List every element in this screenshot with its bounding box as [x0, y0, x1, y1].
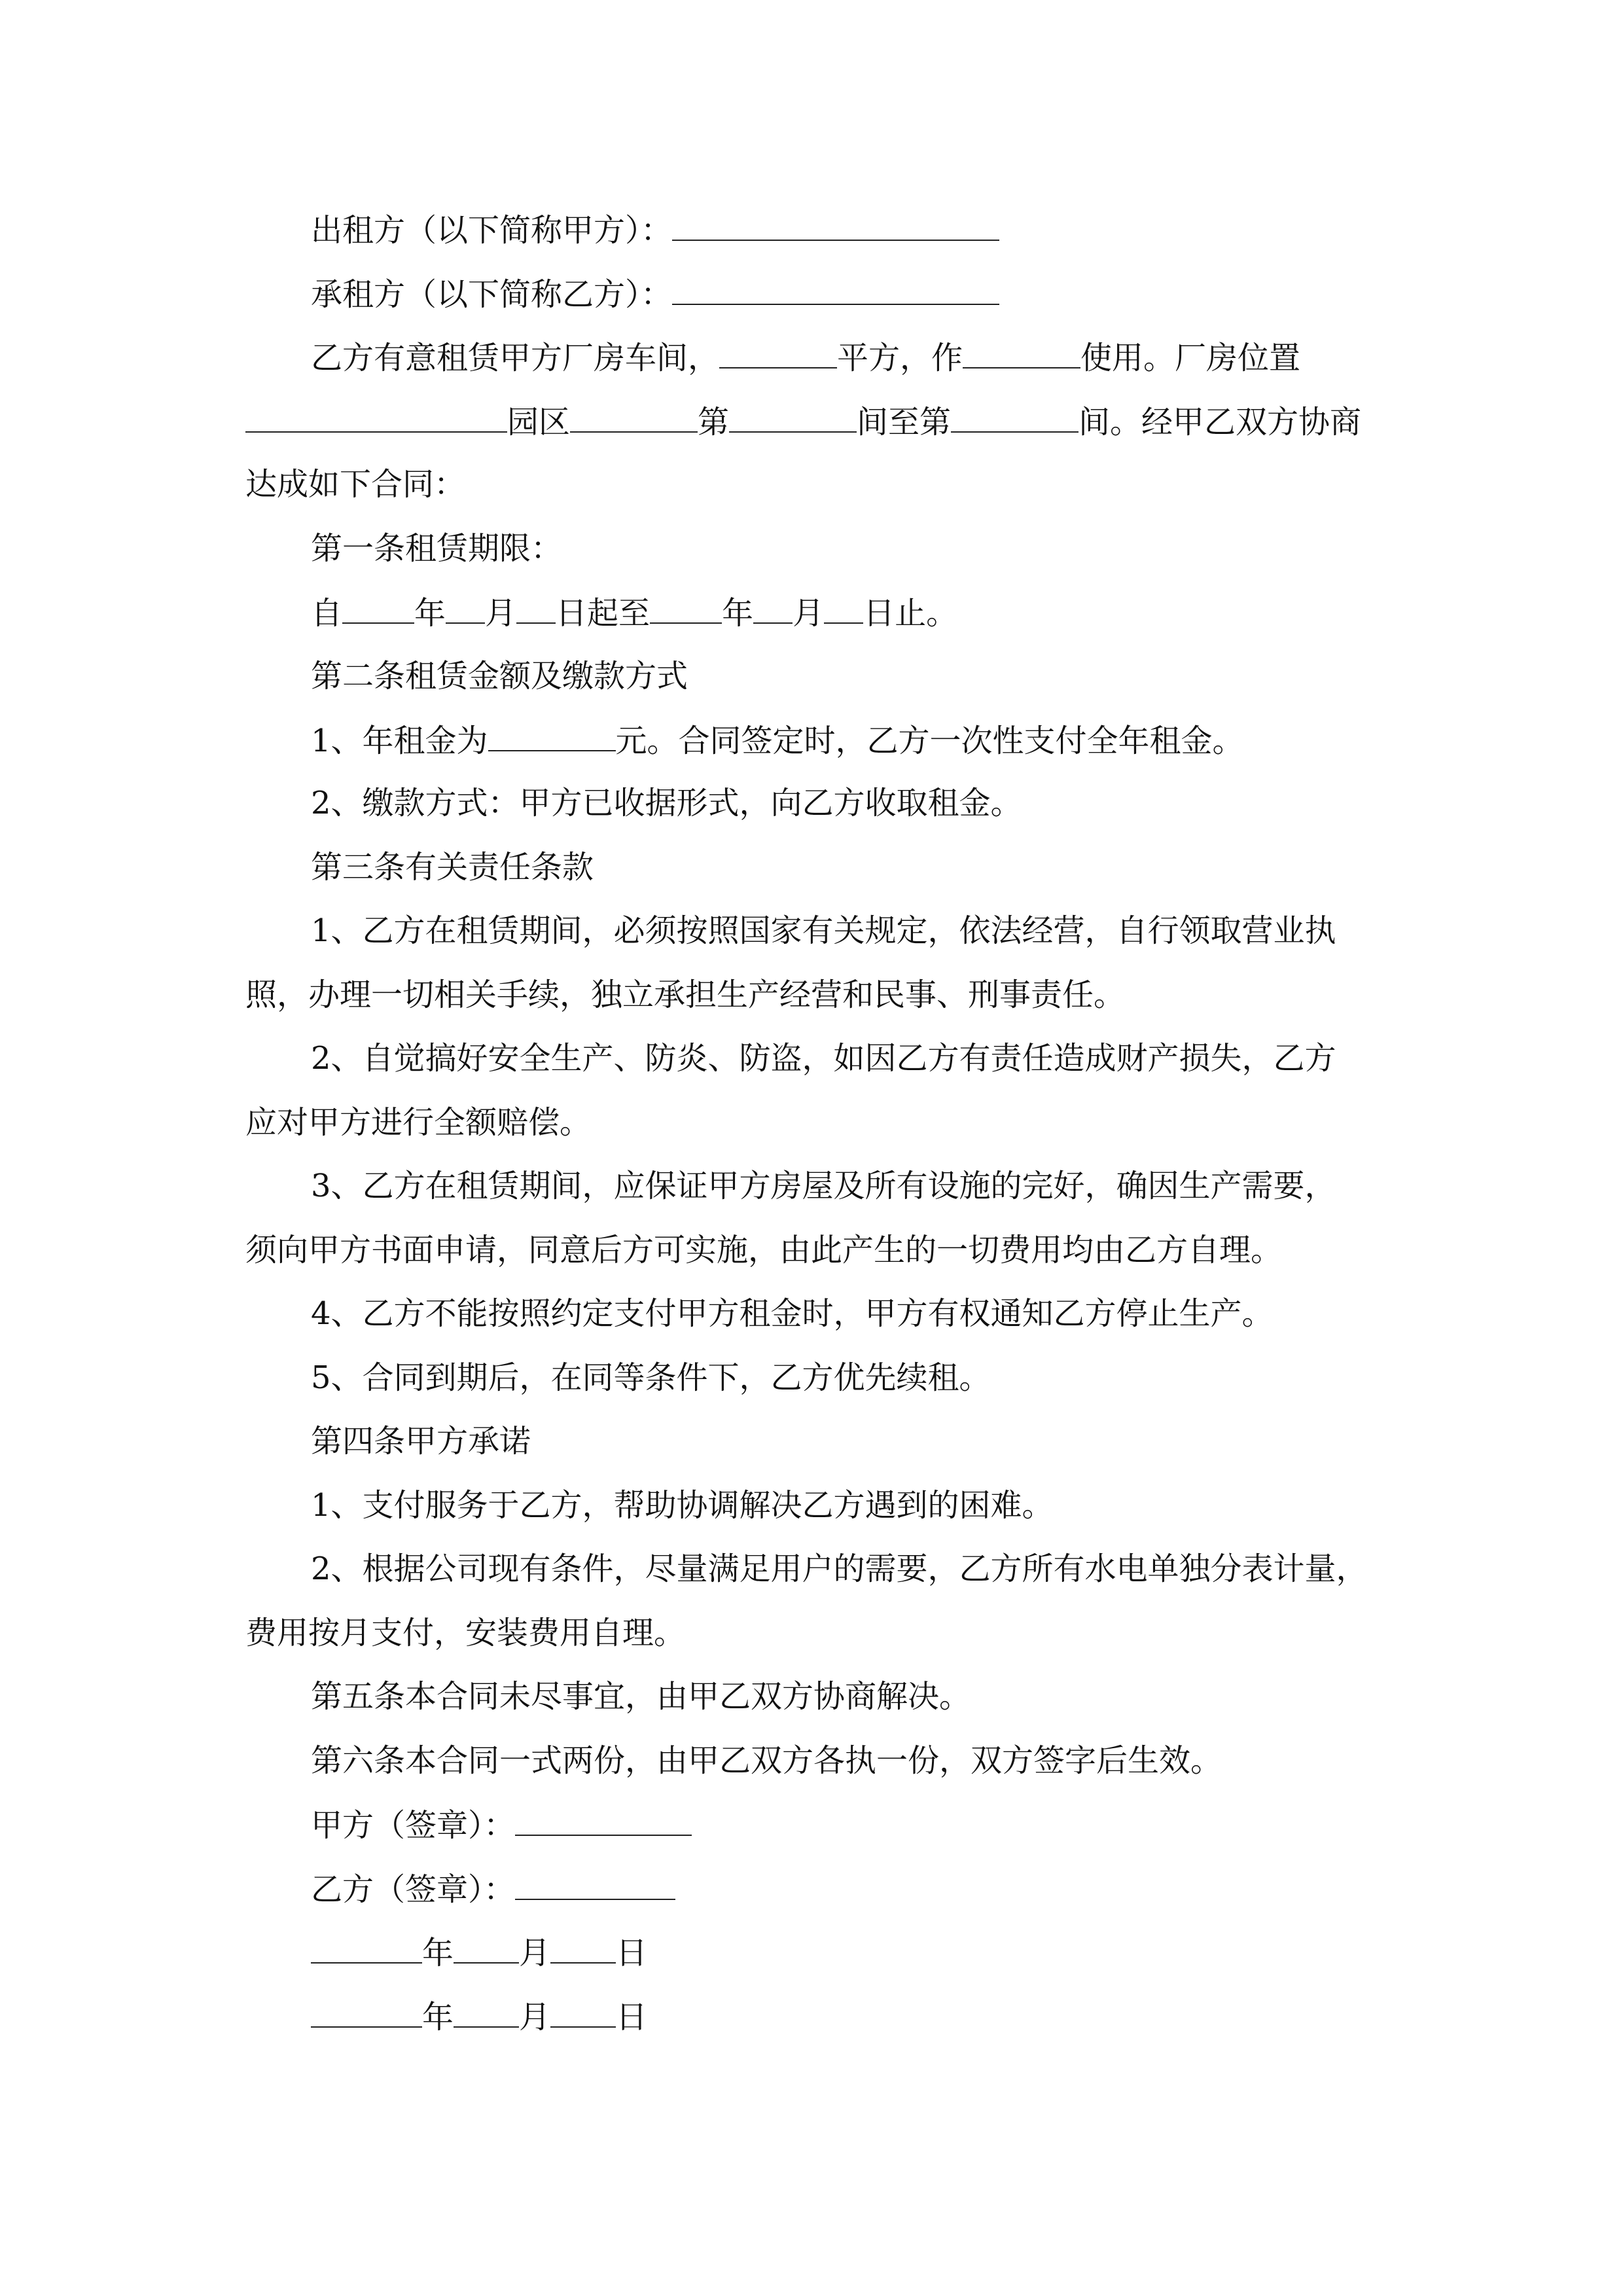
article4-item2-cont: 费用按月支付，安装费用自理。 — [245, 1615, 686, 1651]
end-month-text: 月 — [793, 595, 825, 632]
article3-item5-text: 5、合同到期后，在同等条件下，乙方优先续租。 — [311, 1359, 991, 1396]
period-from-text: 自 — [311, 595, 343, 632]
end-year-blank — [650, 592, 722, 624]
article3-item3-line2 — [245, 1230, 1282, 1270]
intro-line-1 — [311, 337, 1300, 376]
rent-label: 1、年租金为 — [311, 723, 488, 759]
article3-item1-cont: 照，办理一切相关手续，独立承担生产经营和民事、刑事责任。 — [245, 977, 1126, 1013]
party-b-signature-blank — [515, 1869, 675, 1900]
intro-line-3 — [245, 465, 465, 504]
use-blank — [963, 337, 1080, 368]
article4-item2-line1 — [311, 1549, 1368, 1588]
to-no-text: 间至第 — [857, 404, 952, 440]
month-text: 月 — [485, 595, 517, 632]
article3-item3-cont: 须向甲方书面申请，同意后方可实施，由此产生的一切费用均由乙方自理。 — [245, 1232, 1283, 1268]
day-from-text: 日起至 — [556, 595, 651, 632]
location-blank — [245, 401, 507, 433]
rent-text: 元。合同签定时，乙方一次性支付全年租金。 — [615, 723, 1244, 759]
article2-item1 — [311, 720, 1244, 759]
date-a-month-blank — [454, 1932, 519, 1964]
article3-item1-line1 — [311, 911, 1336, 950]
article3-item3-text: 3、乙方在租赁期间，应保证甲方房屋及所有设施的完好，确因生产需要， — [311, 1168, 1336, 1204]
article6 — [311, 1741, 1222, 1780]
intro-unit-text: 平方，作 — [837, 340, 963, 376]
party-b-signature-label: 乙方（签章）： — [311, 1871, 516, 1908]
article3-item2-cont: 应对甲方进行全额赔偿。 — [245, 1104, 592, 1141]
end-month-blank — [753, 592, 793, 624]
year-text: 年 — [414, 595, 446, 632]
article3-item4 — [311, 1294, 1274, 1333]
article2-title — [311, 656, 688, 696]
article2-item2 — [311, 783, 1022, 823]
to-unit-blank — [951, 401, 1079, 433]
lessor-name-blank — [672, 209, 999, 241]
intro-end-text: 间。经甲乙双方协商 — [1079, 404, 1362, 440]
end-day-blank — [824, 592, 863, 624]
date-line-b — [311, 1996, 647, 2036]
article3-item1-line2 — [245, 975, 1125, 1014]
intro-line3-text: 达成如下合同： — [245, 466, 466, 503]
article3-item4-text: 4、乙方不能按照约定支付甲方租金时，甲方有权通知乙方停止生产。 — [311, 1295, 1274, 1332]
lessee-label: 承租方（以下简称乙方）： — [311, 276, 673, 313]
article2-title-text: 第二条租赁金额及缴款方式 — [311, 658, 688, 694]
start-month-blank — [446, 592, 485, 624]
day-to-text: 日止。 — [863, 595, 958, 632]
article3-item2-line2 — [245, 1103, 591, 1142]
article4-title-text: 第四条甲方承诺 — [311, 1423, 531, 1460]
payment-method-text: 2、缴款方式：甲方已收据形式，向乙方收取租金。 — [311, 785, 1022, 821]
date-a-day-blank — [550, 1932, 616, 1964]
article4-item2-line2 — [245, 1613, 685, 1653]
date-a-month-text: 月 — [519, 1935, 551, 1971]
date-b-month-blank — [454, 1996, 519, 2028]
article3-item2-line1 — [311, 1039, 1336, 1078]
park-text: 园区 — [507, 404, 571, 440]
date-a-day-text: 日 — [616, 1935, 648, 1971]
article3-item5 — [311, 1358, 991, 1397]
article4-item1-text: 1、支付服务于乙方，帮助协调解决乙方遇到的困难。 — [311, 1487, 1054, 1524]
article4-title — [311, 1422, 531, 1461]
article6-text: 第六条本合同一式两份，由甲乙双方各执一份，双方签字后生效。 — [311, 1742, 1222, 1779]
intro-line-2 — [245, 401, 1361, 440]
date-b-day-text: 日 — [616, 1999, 648, 2036]
lease-period-line — [311, 592, 957, 632]
article1-title-text: 第一条租赁期限： — [311, 530, 563, 567]
date-a-year-blank — [311, 1932, 422, 1964]
article1-title — [311, 529, 562, 568]
from-no-text: 第 — [698, 404, 730, 440]
article3-title — [311, 848, 594, 887]
party-a-signature-line — [311, 1804, 692, 1844]
intro-text: 乙方有意租赁甲方厂房车间， — [311, 340, 720, 376]
from-unit-blank — [729, 401, 857, 433]
lessor-label: 出租方（以下简称甲方）： — [311, 212, 673, 249]
park-name-blank — [570, 401, 698, 433]
date-b-year-text: 年 — [422, 1999, 454, 2036]
end-year-text: 年 — [722, 595, 754, 632]
article5 — [311, 1677, 971, 1716]
area-blank — [719, 337, 837, 368]
lessee-line — [311, 274, 999, 313]
party-b-signature-line — [311, 1869, 675, 1908]
date-line-a — [311, 1932, 647, 1971]
date-b-day-blank — [550, 1996, 616, 2028]
lessor-line — [311, 209, 999, 249]
lessee-name-blank — [672, 274, 999, 305]
rent-amount-blank — [488, 720, 616, 751]
date-b-month-text: 月 — [519, 1999, 551, 2036]
start-year-blank — [342, 592, 414, 624]
article3-title-text: 第三条有关责任条款 — [311, 849, 594, 886]
article3-item2-text: 2、自觉搞好安全生产、防炎、防盗，如因乙方有责任造成财产损失，乙方 — [311, 1040, 1336, 1077]
date-b-year-blank — [311, 1996, 422, 2028]
article5-text: 第五条本合同未尽事宜，由甲乙双方协商解决。 — [311, 1678, 971, 1715]
article4-item2-text: 2、根据公司现有条件，尽量满足用户的需要，乙方所有水电单独分表计量， — [311, 1551, 1368, 1587]
start-day-blank — [516, 592, 556, 624]
article3-item1-text: 1、乙方在租赁期间，必须按照国家有关规定，依法经营，自行领取营业执 — [311, 912, 1336, 949]
article4-item1 — [311, 1486, 1054, 1525]
article3-item3-line1 — [311, 1166, 1336, 1206]
party-a-signature-blank — [515, 1804, 692, 1836]
party-a-signature-label: 甲方（签章）： — [311, 1807, 516, 1844]
intro-use-text: 使用。厂房位置 — [1080, 340, 1301, 376]
date-a-year-text: 年 — [422, 1935, 454, 1971]
